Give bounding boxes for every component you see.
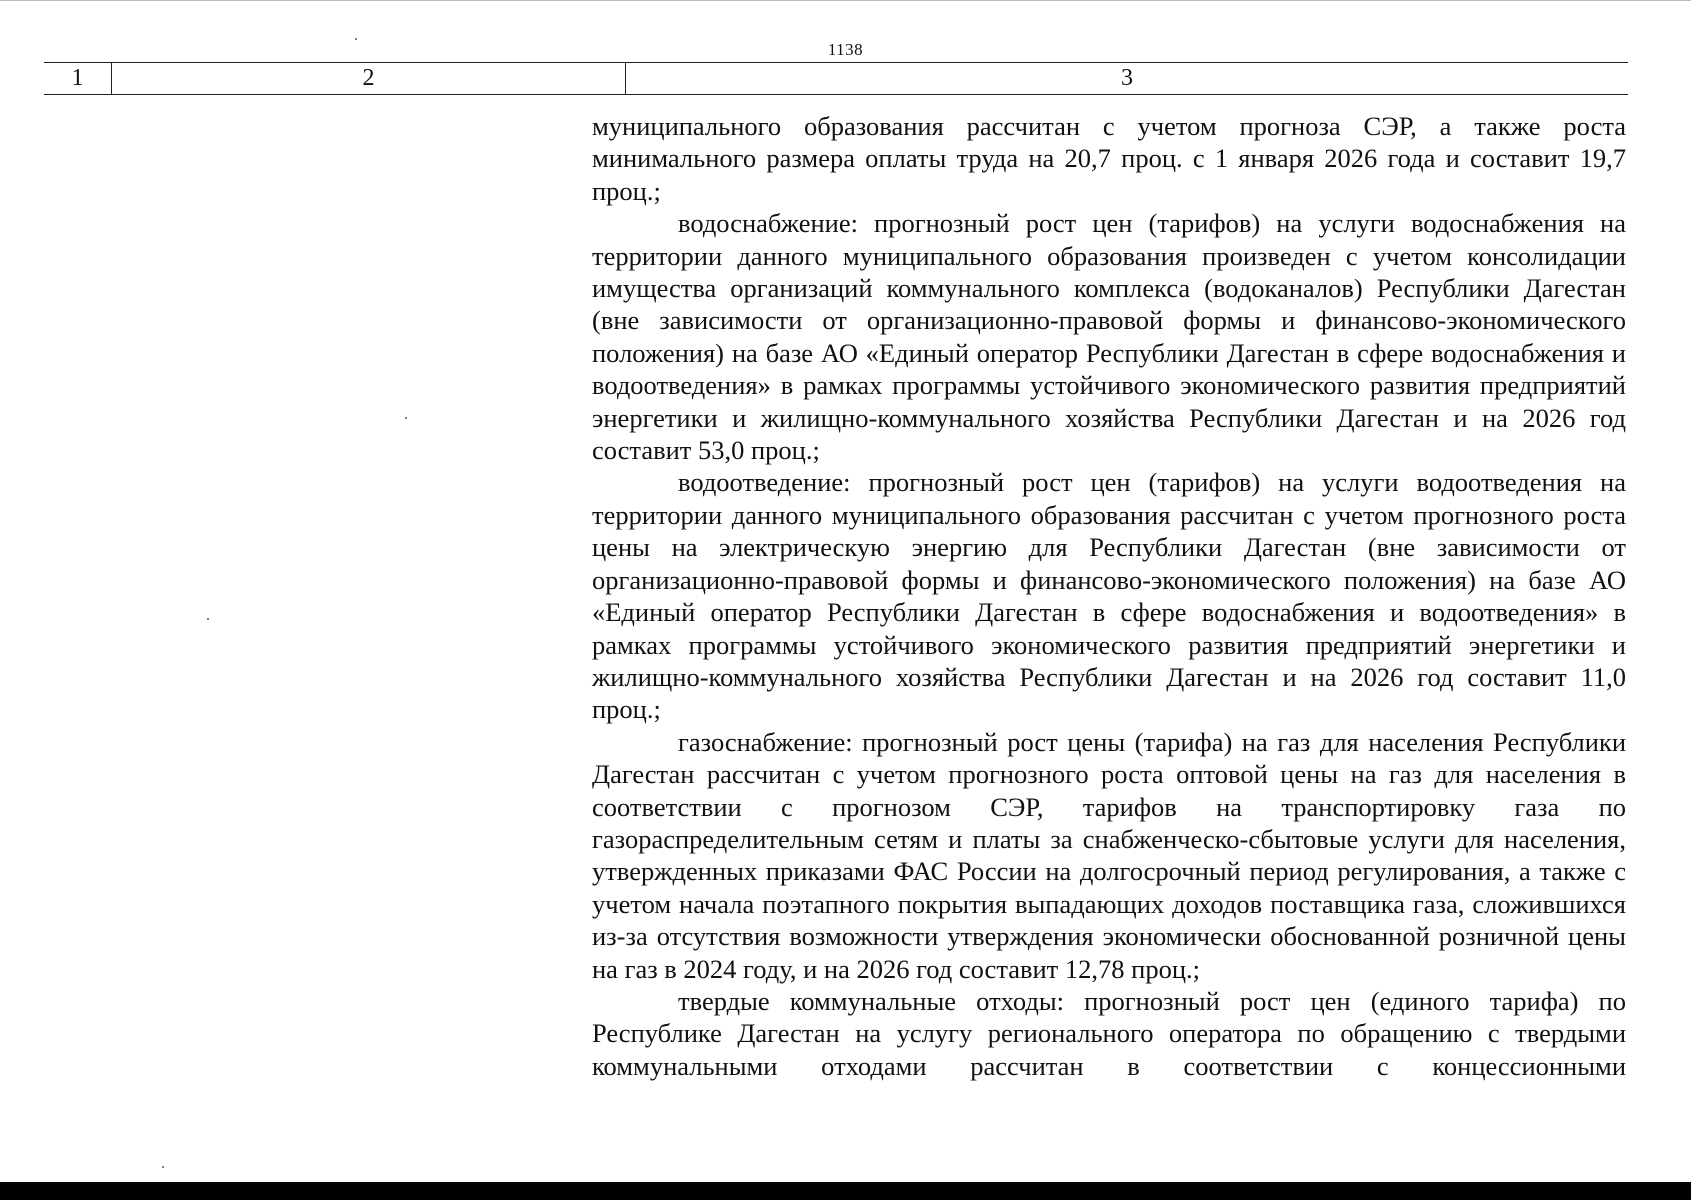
scan-speck <box>355 38 357 40</box>
page-number: 1138 <box>827 40 864 59</box>
scan-speck <box>207 618 209 620</box>
scan-bottom-edge <box>0 1182 1691 1200</box>
scan-speck <box>162 1166 164 1168</box>
table-header-col-1: 1 <box>44 63 112 94</box>
paragraph-solid-waste: твердые коммунальные отходы: прогнозный рост цен (единого тарифа) по Республике Дагестан на услугу регионального оператора по обращению с твердыми коммунальными отходами рассчитан в соответствии с концессионными <box>592 985 1626 1081</box>
paragraph-water-disposal: водоотведение: прогнозный рост цен (тарифов) на услуги водоотведения на территории данного муниципального образования рассчитан с учетом прогнозного роста цены на электрическую энергию для Республики Дагестан (вне зависимости от организационно-правовой формы и финансово-экономического положения) на базе АО «Единый оператор Республики Дагестан в сфере водоснабжения и водоотведения» в рамках программы устойчивого экономического развития предприятий энергетики и жилищно-коммунального хозяйства Республики Дагестан и на 2026 год составит 11,0 проц.; <box>592 467 1626 725</box>
document-body <box>592 110 1626 1082</box>
paragraph-water-supply: водоснабжение: прогнозный рост цен (тарифов) на услуги водоснабжения на территории данного муниципального образования произведен с учетом консолидации имущества организаций коммунального комплекса (водоканалов) Республики Дагестан (вне зависимости от организационно-правовой формы и финансово-экономического положения) на базе АО «Единый оператор Республики Дагестан в сфере водоснабжения и водоотведения» в рамках программы устойчивого экономического развития предприятий энергетики и жилищно-коммунального хозяйства Республики Дагестан и на 2026 год составит 53,0 проц.; <box>592 208 1626 466</box>
scan-speck <box>405 417 407 419</box>
paragraph-continuation: муниципального образования рассчитан с учетом прогноза СЭР, а также роста минимального размера оплаты труда на 20,7 проц. с 1 января 2026 года и составит 19,7 проц.; <box>592 111 1626 206</box>
scan-top-edge <box>0 0 1691 1</box>
table-header-col-3: 3 <box>1121 65 1133 91</box>
table-header-col-2: 2 <box>112 63 626 94</box>
paragraph-gas-supply: газоснабжение: прогнозный рост цены (тарифа) на газ для населения Республики Дагестан рассчитан с учетом прогнозного роста оптовой цены на газ для населения в соответствии с прогнозом СЭР, тарифов на транспортировку газа по газораспределительным сетям и платы за снабженческо-сбытовые услуги для населения, утвержденных приказами ФАС России на долгосрочный период регулирования, а также с учетом начала поэтапного покрытия выпадающих доходов поставщика газа, сложившихся из-за отсутствия возможности утверждения экономически обоснованной розничной цены на газ в 2024 году, и на 2026 год составит 12,78 проц.; <box>592 726 1626 984</box>
table-header-row <box>44 62 1628 95</box>
